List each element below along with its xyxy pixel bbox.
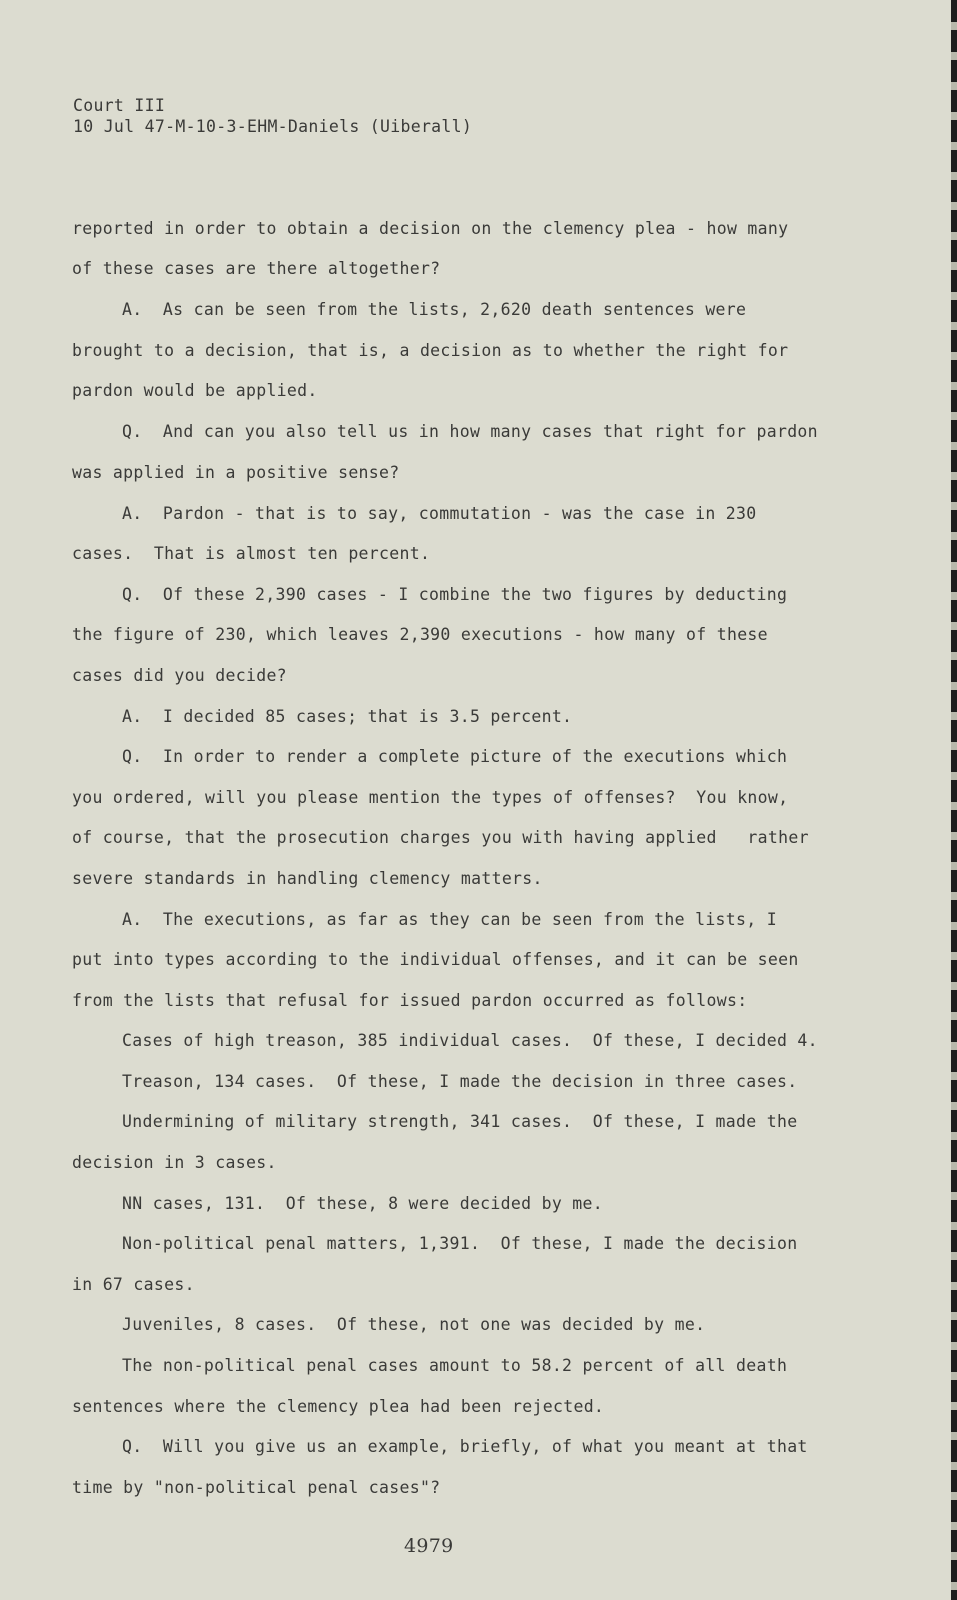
text-line: A. As can be seen from the lists, 2,620 death sentences were <box>122 300 747 319</box>
text-line: Treason, 134 cases. Of these, I made the decision in three cases. <box>122 1072 798 1091</box>
text-line: in 67 cases. <box>72 1275 195 1294</box>
text-line: reported in order to obtain a decision on the clemency plea - how many <box>72 219 789 238</box>
text-line: The non-political penal cases amount to 58.2 percent of all death <box>122 1356 788 1375</box>
text-line: A. I decided 85 cases; that is 3.5 percent. <box>122 707 573 726</box>
text-line: A. The executions, as far as they can be seen from the lists, I <box>122 910 777 929</box>
text-line: Non-political penal matters, 1,391. Of these, I made the decision <box>122 1234 798 1253</box>
text-line: Cases of high treason, 385 individual cases. Of these, I decided 4. <box>122 1031 818 1050</box>
text-line: sentences where the clemency plea had been rejected. <box>72 1397 605 1416</box>
text-line: cases did you decide? <box>72 666 287 685</box>
text-line: of these cases are there altogether? <box>72 259 441 278</box>
text-line: from the lists that refusal for issued pardon occurred as follows: <box>72 991 748 1010</box>
text-line: brought to a decision, that is, a decision as to whether the right for <box>72 341 789 360</box>
text-line: NN cases, 131. Of these, 8 were decided by me. <box>122 1194 603 1213</box>
text-line: Q. In order to render a complete picture of the executions which <box>122 747 788 766</box>
page-number: 4979 <box>404 1535 454 1557</box>
text-line: Q. Will you give us an example, briefly, of what you meant at that <box>122 1437 808 1456</box>
text-line: time by "non-political penal cases"? <box>72 1478 441 1497</box>
text-line: Q. Of these 2,390 cases - I combine the two figures by deducting <box>122 585 788 604</box>
text-line: of course, that the prosecution charges you with having applied rather <box>72 828 809 847</box>
text-line: put into types according to the individual offenses, and it can be seen <box>72 950 799 969</box>
text-line: Undermining of military strength, 341 cases. Of these, I made the <box>122 1112 798 1131</box>
text-line: was applied in a positive sense? <box>72 463 400 482</box>
text-line: severe standards in handling clemency matters. <box>72 869 543 888</box>
session-line: 10 Jul 47-M-10-3-EHM-Daniels (Uiberall) <box>73 117 473 136</box>
court-label: Court III <box>73 96 166 115</box>
text-line: the figure of 230, which leaves 2,390 executions - how many of these <box>72 625 768 644</box>
text-line: you ordered, will you please mention the types of offenses? You know, <box>72 788 789 807</box>
text-line: Juveniles, 8 cases. Of these, not one was decided by me. <box>122 1315 706 1334</box>
text-line: A. Pardon - that is to say, commutation - was the case in 230 <box>122 504 757 523</box>
text-line: cases. That is almost ten percent. <box>72 544 431 563</box>
text-line: Q. And can you also tell us in how many cases that right for pardon <box>122 422 818 441</box>
text-line: pardon would be applied. <box>72 381 318 400</box>
text-line: decision in 3 cases. <box>72 1153 277 1172</box>
binding-edge <box>951 0 957 1600</box>
